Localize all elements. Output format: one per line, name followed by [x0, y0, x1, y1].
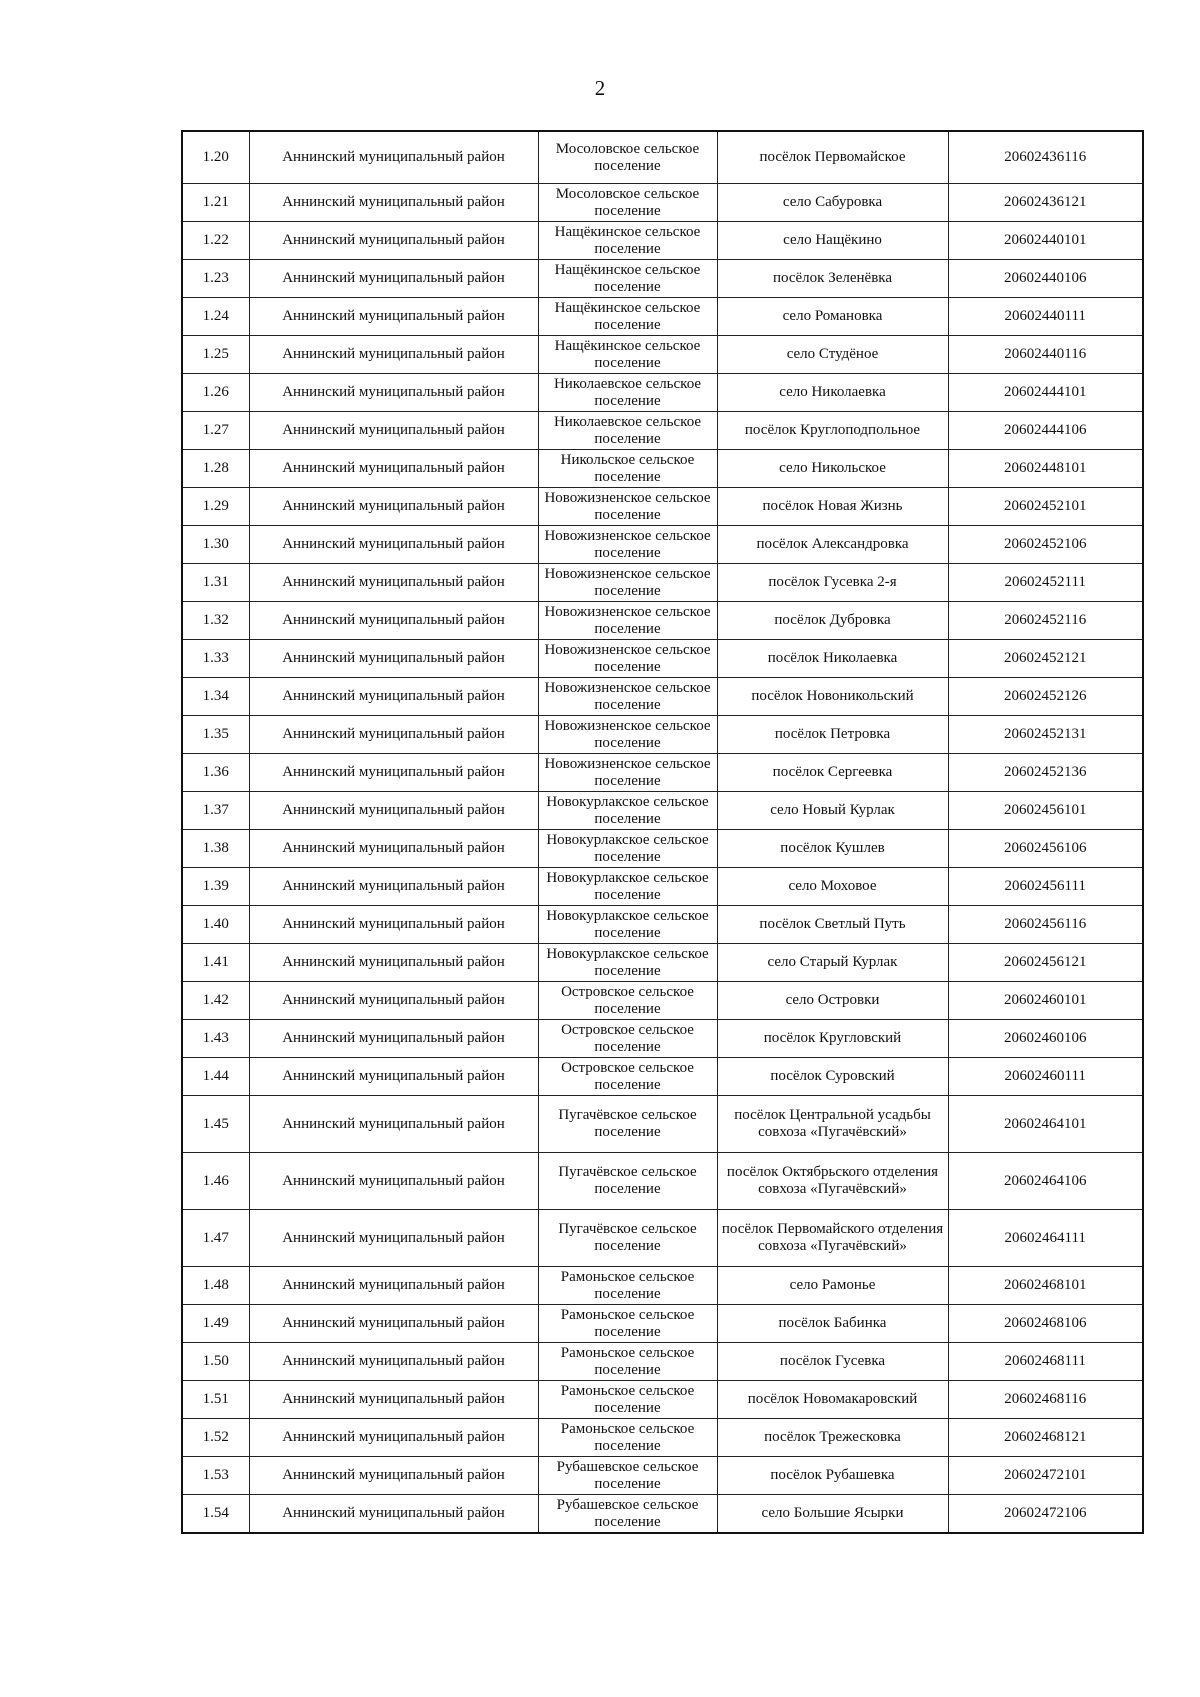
row-number-cell: 1.52 — [182, 1419, 249, 1457]
row-number-cell: 1.49 — [182, 1305, 249, 1343]
table-row — [182, 906, 1143, 944]
locality-cell: село Рамонье — [717, 1267, 948, 1305]
table-row — [182, 982, 1143, 1020]
row-number-cell: 1.20 — [182, 131, 249, 184]
table-row — [182, 374, 1143, 412]
district-cell: Аннинский муниципальный район — [249, 488, 538, 526]
district-cell: Аннинский муниципальный район — [249, 1020, 538, 1058]
settlement-cell: Николаевское сельское поселение — [538, 374, 717, 412]
table-row — [182, 868, 1143, 906]
settlement-cell: Нащёкинское сельское поселение — [538, 222, 717, 260]
district-cell: Аннинский муниципальный район — [249, 602, 538, 640]
page-number: 2 — [594, 76, 606, 100]
district-cell: Аннинский муниципальный район — [249, 298, 538, 336]
row-number-cell: 1.25 — [182, 336, 249, 374]
oktmo-code-cell: 20602456106 — [948, 830, 1143, 868]
table-row — [182, 184, 1143, 222]
oktmo-code-cell: 20602452111 — [948, 564, 1143, 602]
settlement-cell: Новокурлакское сельское поселение — [538, 830, 717, 868]
oktmo-code-cell: 20602444101 — [948, 374, 1143, 412]
oktmo-code-cell: 20602452116 — [948, 602, 1143, 640]
locality-cell: село Моховое — [717, 868, 948, 906]
district-cell: Аннинский муниципальный район — [249, 526, 538, 564]
settlement-cell: Мосоловское сельское поселение — [538, 184, 717, 222]
locality-cell: посёлок Светлый Путь — [717, 906, 948, 944]
district-cell: Аннинский муниципальный район — [249, 222, 538, 260]
district-cell: Аннинский муниципальный район — [249, 1419, 538, 1457]
locality-cell: село Никольское — [717, 450, 948, 488]
oktmo-code-cell: 20602440106 — [948, 260, 1143, 298]
district-cell: Аннинский муниципальный район — [249, 260, 538, 298]
district-cell: Аннинский муниципальный район — [249, 1343, 538, 1381]
locality-cell: посёлок Круглоподпольное — [717, 412, 948, 450]
settlement-cell: Новожизненское сельское поселение — [538, 678, 717, 716]
table-row — [182, 260, 1143, 298]
district-cell: Аннинский муниципальный район — [249, 1495, 538, 1534]
locality-cell: посёлок Новомакаровский — [717, 1381, 948, 1419]
district-cell: Аннинский муниципальный район — [249, 1381, 538, 1419]
locality-cell: посёлок Новоникольский — [717, 678, 948, 716]
settlement-cell: Новожизненское сельское поселение — [538, 640, 717, 678]
settlement-cell: Николаевское сельское поселение — [538, 412, 717, 450]
row-number-cell: 1.53 — [182, 1457, 249, 1495]
row-number-cell: 1.37 — [182, 792, 249, 830]
settlement-cell: Островское сельское поселение — [538, 982, 717, 1020]
table-row — [182, 678, 1143, 716]
row-number-cell: 1.34 — [182, 678, 249, 716]
locality-cell: посёлок Дубровка — [717, 602, 948, 640]
locality-cell: село Островки — [717, 982, 948, 1020]
settlement-cell: Новожизненское сельское поселение — [538, 754, 717, 792]
district-cell: Аннинский муниципальный район — [249, 184, 538, 222]
oktmo-code-cell: 20602436121 — [948, 184, 1143, 222]
settlement-cell: Новожизненское сельское поселение — [538, 716, 717, 754]
locality-cell: посёлок Гусевка 2-я — [717, 564, 948, 602]
table-row — [182, 1343, 1143, 1381]
row-number-cell: 1.44 — [182, 1058, 249, 1096]
settlement-cell: Новожизненское сельское поселение — [538, 602, 717, 640]
locality-cell: село Романовка — [717, 298, 948, 336]
row-number-cell: 1.28 — [182, 450, 249, 488]
district-cell: Аннинский муниципальный район — [249, 374, 538, 412]
district-cell: Аннинский муниципальный район — [249, 1457, 538, 1495]
table-row — [182, 488, 1143, 526]
locality-cell: село Старый Курлак — [717, 944, 948, 982]
table-row — [182, 716, 1143, 754]
district-cell: Аннинский муниципальный район — [249, 906, 538, 944]
locality-cell: посёлок Петровка — [717, 716, 948, 754]
oktmo-code-cell: 20602464101 — [948, 1096, 1143, 1153]
oktmo-code-cell: 20602468116 — [948, 1381, 1143, 1419]
oktmo-code-cell: 20602448101 — [948, 450, 1143, 488]
oktmo-code-cell: 20602468101 — [948, 1267, 1143, 1305]
oktmo-code-cell: 20602464106 — [948, 1153, 1143, 1210]
district-cell: Аннинский муниципальный район — [249, 1267, 538, 1305]
row-number-cell: 1.45 — [182, 1096, 249, 1153]
settlement-cell: Рамоньское сельское поселение — [538, 1419, 717, 1457]
row-number-cell: 1.30 — [182, 526, 249, 564]
table-row — [182, 1153, 1143, 1210]
table-row — [182, 754, 1143, 792]
row-number-cell: 1.47 — [182, 1210, 249, 1267]
locality-cell: село Новый Курлак — [717, 792, 948, 830]
settlements-table — [181, 130, 1144, 1534]
settlement-cell: Никольское сельское поселение — [538, 450, 717, 488]
locality-cell: посёлок Первомайское — [717, 131, 948, 184]
district-cell: Аннинский муниципальный район — [249, 1210, 538, 1267]
oktmo-code-cell: 20602440116 — [948, 336, 1143, 374]
row-number-cell: 1.40 — [182, 906, 249, 944]
row-number-cell: 1.22 — [182, 222, 249, 260]
oktmo-code-cell: 20602440101 — [948, 222, 1143, 260]
table-row — [182, 1267, 1143, 1305]
row-number-cell: 1.21 — [182, 184, 249, 222]
district-cell: Аннинский муниципальный район — [249, 754, 538, 792]
table-row — [182, 412, 1143, 450]
oktmo-code-cell: 20602460106 — [948, 1020, 1143, 1058]
locality-cell: посёлок Первомайского отделения совхоза «Пугачёвский» — [717, 1210, 948, 1267]
oktmo-code-cell: 20602452101 — [948, 488, 1143, 526]
settlement-cell: Новокурлакское сельское поселение — [538, 868, 717, 906]
row-number-cell: 1.46 — [182, 1153, 249, 1210]
oktmo-code-cell: 20602456111 — [948, 868, 1143, 906]
table-row — [182, 222, 1143, 260]
locality-cell: посёлок Трежесковка — [717, 1419, 948, 1457]
settlement-cell: Нащёкинское сельское поселение — [538, 298, 717, 336]
table-row — [182, 1419, 1143, 1457]
settlement-cell: Пугачёвское сельское поселение — [538, 1153, 717, 1210]
settlement-cell: Пугачёвское сельское поселение — [538, 1210, 717, 1267]
settlement-cell: Новожизненское сельское поселение — [538, 564, 717, 602]
row-number-cell: 1.50 — [182, 1343, 249, 1381]
row-number-cell: 1.23 — [182, 260, 249, 298]
settlement-cell: Рамоньское сельское поселение — [538, 1267, 717, 1305]
settlement-cell: Новокурлакское сельское поселение — [538, 944, 717, 982]
settlement-cell: Новокурлакское сельское поселение — [538, 906, 717, 944]
district-cell: Аннинский муниципальный район — [249, 678, 538, 716]
table-row — [182, 1305, 1143, 1343]
row-number-cell: 1.51 — [182, 1381, 249, 1419]
oktmo-code-cell: 20602460111 — [948, 1058, 1143, 1096]
district-cell: Аннинский муниципальный район — [249, 564, 538, 602]
oktmo-code-cell: 20602472106 — [948, 1495, 1143, 1534]
oktmo-code-cell: 20602456116 — [948, 906, 1143, 944]
district-cell: Аннинский муниципальный район — [249, 792, 538, 830]
table-row — [182, 944, 1143, 982]
oktmo-code-cell: 20602444106 — [948, 412, 1143, 450]
oktmo-code-cell: 20602468121 — [948, 1419, 1143, 1457]
row-number-cell: 1.26 — [182, 374, 249, 412]
oktmo-code-cell: 20602456121 — [948, 944, 1143, 982]
locality-cell: посёлок Зеленёвка — [717, 260, 948, 298]
oktmo-code-cell: 20602460101 — [948, 982, 1143, 1020]
table-row — [182, 602, 1143, 640]
settlement-cell: Пугачёвское сельское поселение — [538, 1096, 717, 1153]
row-number-cell: 1.27 — [182, 412, 249, 450]
table-row — [182, 1495, 1143, 1534]
table-row — [182, 564, 1143, 602]
district-cell: Аннинский муниципальный район — [249, 830, 538, 868]
table-row — [182, 1210, 1143, 1267]
table-row — [182, 1096, 1143, 1153]
settlement-cell: Новожизненское сельское поселение — [538, 526, 717, 564]
locality-cell: село Нащёкино — [717, 222, 948, 260]
locality-cell: село Сабуровка — [717, 184, 948, 222]
district-cell: Аннинский муниципальный район — [249, 982, 538, 1020]
locality-cell: посёлок Кругловский — [717, 1020, 948, 1058]
locality-cell: посёлок Николаевка — [717, 640, 948, 678]
row-number-cell: 1.24 — [182, 298, 249, 336]
settlement-cell: Рамоньское сельское поселение — [538, 1305, 717, 1343]
district-cell: Аннинский муниципальный район — [249, 640, 538, 678]
locality-cell: посёлок Октябрьского отделения совхоза «Пугачёвский» — [717, 1153, 948, 1210]
settlement-cell: Рамоньское сельское поселение — [538, 1381, 717, 1419]
district-cell: Аннинский муниципальный район — [249, 131, 538, 184]
district-cell: Аннинский муниципальный район — [249, 1305, 538, 1343]
table-row — [182, 450, 1143, 488]
row-number-cell: 1.29 — [182, 488, 249, 526]
district-cell: Аннинский муниципальный район — [249, 336, 538, 374]
oktmo-code-cell: 20602452121 — [948, 640, 1143, 678]
district-cell: Аннинский муниципальный район — [249, 412, 538, 450]
table-row — [182, 298, 1143, 336]
settlement-cell: Рубашевское сельское поселение — [538, 1457, 717, 1495]
row-number-cell: 1.54 — [182, 1495, 249, 1534]
settlements-table-body — [182, 131, 1143, 1533]
locality-cell: посёлок Новая Жизнь — [717, 488, 948, 526]
table-row — [182, 1381, 1143, 1419]
oktmo-code-cell: 20602468111 — [948, 1343, 1143, 1381]
locality-cell: посёлок Александровка — [717, 526, 948, 564]
district-cell: Аннинский муниципальный район — [249, 868, 538, 906]
oktmo-code-cell: 20602436116 — [948, 131, 1143, 184]
locality-cell: посёлок Рубашевка — [717, 1457, 948, 1495]
row-number-cell: 1.32 — [182, 602, 249, 640]
locality-cell: посёлок Бабинка — [717, 1305, 948, 1343]
row-number-cell: 1.38 — [182, 830, 249, 868]
row-number-cell: 1.31 — [182, 564, 249, 602]
locality-cell: село Студёное — [717, 336, 948, 374]
settlement-cell: Рубашевское сельское поселение — [538, 1495, 717, 1534]
oktmo-code-cell: 20602452126 — [948, 678, 1143, 716]
settlement-cell: Новокурлакское сельское поселение — [538, 792, 717, 830]
locality-cell: посёлок Кушлев — [717, 830, 948, 868]
district-cell: Аннинский муниципальный район — [249, 944, 538, 982]
row-number-cell: 1.35 — [182, 716, 249, 754]
row-number-cell: 1.41 — [182, 944, 249, 982]
settlement-cell: Новожизненское сельское поселение — [538, 488, 717, 526]
district-cell: Аннинский муниципальный район — [249, 1153, 538, 1210]
oktmo-code-cell: 20602452136 — [948, 754, 1143, 792]
locality-cell: село Большие Ясырки — [717, 1495, 948, 1534]
settlement-cell: Рамоньское сельское поселение — [538, 1343, 717, 1381]
table-row — [182, 131, 1143, 184]
oktmo-code-cell: 20602464111 — [948, 1210, 1143, 1267]
table-row — [182, 1058, 1143, 1096]
locality-cell: село Николаевка — [717, 374, 948, 412]
oktmo-code-cell: 20602452131 — [948, 716, 1143, 754]
oktmo-code-cell: 20602456101 — [948, 792, 1143, 830]
row-number-cell: 1.43 — [182, 1020, 249, 1058]
row-number-cell: 1.48 — [182, 1267, 249, 1305]
oktmo-code-cell: 20602472101 — [948, 1457, 1143, 1495]
district-cell: Аннинский муниципальный район — [249, 1058, 538, 1096]
locality-cell: посёлок Центральной усадьбы совхоза «Пугачёвский» — [717, 1096, 948, 1153]
settlement-cell: Мосоловское сельское поселение — [538, 131, 717, 184]
settlement-cell: Нащёкинское сельское поселение — [538, 260, 717, 298]
settlement-cell: Островское сельское поселение — [538, 1058, 717, 1096]
table-row — [182, 640, 1143, 678]
table-row — [182, 830, 1143, 868]
locality-cell: посёлок Сергеевка — [717, 754, 948, 792]
district-cell: Аннинский муниципальный район — [249, 716, 538, 754]
table-row — [182, 336, 1143, 374]
district-cell: Аннинский муниципальный район — [249, 1096, 538, 1153]
oktmo-code-cell: 20602452106 — [948, 526, 1143, 564]
oktmo-code-cell: 20602468106 — [948, 1305, 1143, 1343]
table-row — [182, 792, 1143, 830]
row-number-cell: 1.33 — [182, 640, 249, 678]
locality-cell: посёлок Гусевка — [717, 1343, 948, 1381]
row-number-cell: 1.39 — [182, 868, 249, 906]
row-number-cell: 1.42 — [182, 982, 249, 1020]
locality-cell: посёлок Суровский — [717, 1058, 948, 1096]
settlement-cell: Нащёкинское сельское поселение — [538, 336, 717, 374]
district-cell: Аннинский муниципальный район — [249, 450, 538, 488]
settlement-cell: Островское сельское поселение — [538, 1020, 717, 1058]
table-row — [182, 526, 1143, 564]
table-row — [182, 1457, 1143, 1495]
oktmo-code-cell: 20602440111 — [948, 298, 1143, 336]
row-number-cell: 1.36 — [182, 754, 249, 792]
table-row — [182, 1020, 1143, 1058]
